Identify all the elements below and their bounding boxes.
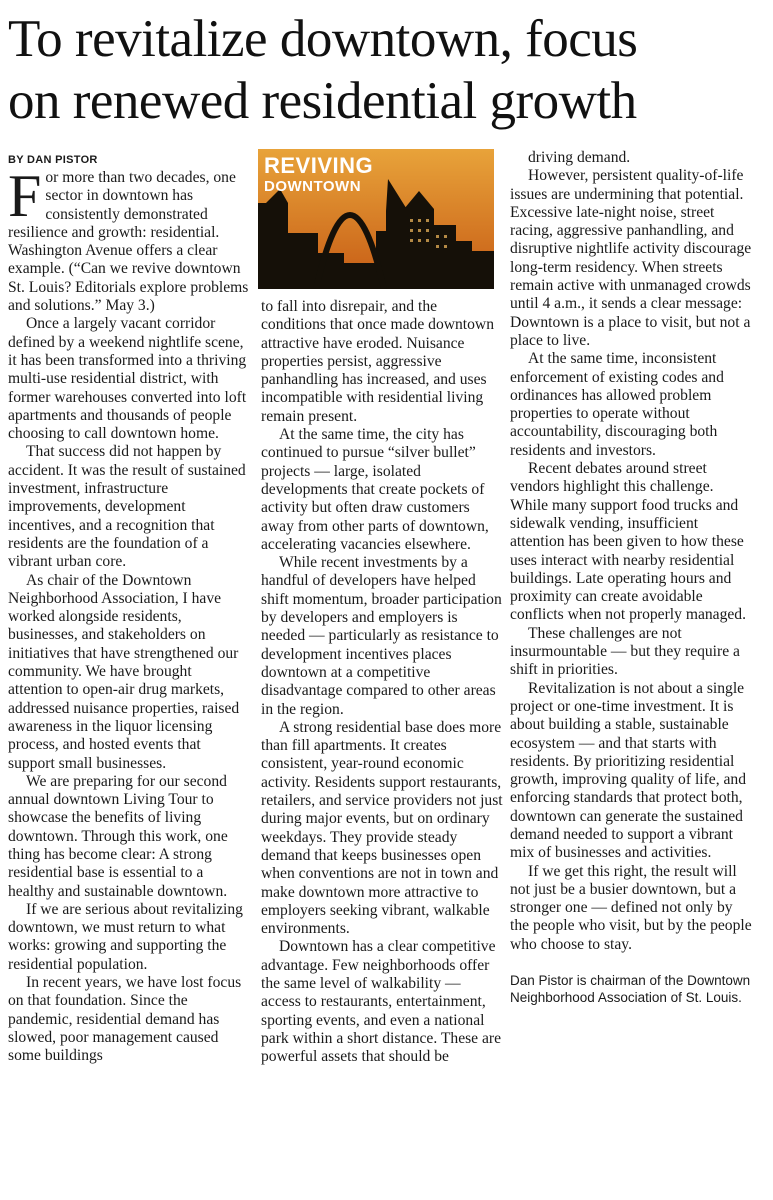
article-column-1 — [8, 163, 250, 1066]
article-paragraph: Recent debates around street vendors highlight this challenge. While many support food trucks and sidewalk vending, insufficient attention has been given to how these uses interact with nearby residential buildings. Late operating hours and proximity can create avoidable conflicts when not properly managed. — [510, 460, 747, 624]
article-paragraph: Once a largely vacant corridor defined by a weekend nightlife scene, it has been transformed into a thriving multi-use residential district, with former warehouses converted into loft apartments and thousands of people choosing to call downtown home. — [8, 315, 247, 443]
article-paragraph: driving demand. — [528, 149, 631, 166]
article-paragraph: A strong residential base does more than fill apartments. It creates consistent, year-round economic activity. Residents support restaurants, retailers, and service providers not just during major events, but on ordinary weekdays. They provide steady demand that keeps businesses open when conventions are not in town and make downtown more attractive to employers seeking vibrant, walkable environments. — [261, 718, 503, 938]
article-paragraph: In recent years, we have lost focus on that foundation. Since the pandemic, residential demand has slowed, poor management caused some buildings — [8, 974, 242, 1065]
author-tagline: Dan Pistor is chairman of the Downtown Neighborhood Association of St. Louis. — [510, 973, 751, 1006]
image-title-line-1: REVIVING — [264, 153, 374, 178]
article-paragraph — [8, 163, 250, 315]
headline-line-2: on renewed residential growth — [8, 72, 637, 130]
image-title-line-2: DOWNTOWN — [264, 178, 362, 195]
article-column-2 — [261, 298, 503, 1066]
article-paragraph: However, persistent quality-of-life issues are undermining that potential. Excessive late-night noise, street racing, aggressive panhandling, and disruptive nightlife activity discourage long-term residency. When streets remain active with unmanaged crowds until 4 a.m., it sends a clear message: Downtown is a place to visit, but not a place to live. — [510, 167, 752, 349]
article-column-3 — [510, 149, 752, 1006]
article-paragraph: Revitalization is not about a single project or one-time investment. It is about building a stable, sustainable ecosystem — and that starts with residents. By prioritizing residential growth, improving quality of life, and enforcing standards that protect both, downtown can generate the sustained demand needed to support a vibrant mix of businesses and activities. — [510, 679, 747, 862]
article-paragraph: These challenges are not insurmountable — but they require a shift in priorities. — [510, 624, 740, 679]
article-paragraph: Downtown has a clear competitive advantage. Few neighborhoods offer the same level of walkability — access to restaurants, entertainment, sporting events, and even a national park within a short distance. These are powerful assets that should be — [261, 938, 502, 1066]
article-paragraph: As chair of the Downtown Neighborhood Association, I have worked alongside residents, businesses, and stakeholders on initiatives that have strengthened our community. We have brought attention to open-air drug markets, addressed nuisance properties, raised awareness in the liquor licensing process, and hosted events that support small businesses. — [8, 571, 240, 772]
article-paragraph: If we are serious about revitalizing downtown, we must return to what works: growing and supporting the residential population. — [8, 900, 243, 973]
drop-cap: F — [8, 163, 42, 229]
headline — [8, 8, 768, 132]
image-title — [264, 155, 373, 194]
article-paragraph: to fall into disrepair, and the conditions that once made downtown attractive have eroded. Nuisance properties persist, aggressive panhandling has increased, and uses incompatible with residential living remain present. — [261, 298, 494, 425]
headline-line-1: To revitalize downtown, focus — [8, 10, 638, 68]
article-paragraph: While recent investments by a handful of developers have helped shift momentum, broader participation by developers and employers is needed — particularly as resistance to development incentives places downtown at a competitive disadvantage compared to other areas in the region. — [261, 554, 502, 718]
article-paragraph: That success did not happen by accident. It was the result of sustained investment, infrastructure improvements, development incentives, and a recognition that residents are the foundation of a vibrant urban core. — [8, 443, 246, 571]
article-paragraph: At the same time, the city has continued to pursue “silver bullet” projects — large, isolated developments that create pockets of activity but often draw customers away from other parts of downtown, accelerating vacancies elsewhere. — [261, 426, 489, 553]
paragraph-text: or more than two decades, one sector in downtown has consistently demonstrated resilience and growth: residential. Washington Avenue offers a clear example. (“Can we revive downtown St. Louis? Editorials explore problems and solutions.” May 3.) — [8, 169, 249, 315]
article-paragraph: We are preparing for our second annual downtown Living Tour to showcase the benefits of living downtown. Through this work, one thing has become clear: A strong residential base is essential to a healthy and sustainable downtown. — [8, 772, 228, 900]
byline: BY DAN PISTOR — [8, 154, 98, 166]
reviving-downtown-image — [258, 149, 494, 289]
article-paragraph: At the same time, inconsistent enforcement of existing codes and ordinances has allowed problem properties to operate without accountability, discouraging both residents and investors. — [510, 350, 724, 459]
article-paragraph: If we get this right, the result will not just be a busier downtown, but a stronger one — defined not only by the people who visit, but by the people who choose to stay. — [510, 862, 752, 953]
